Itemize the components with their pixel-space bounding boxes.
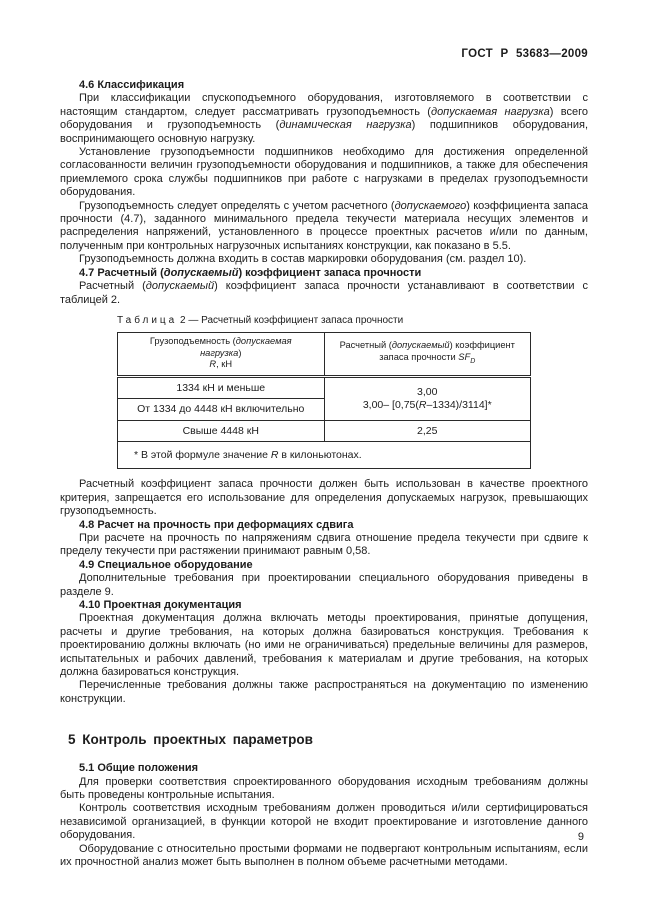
text-run: ) коэффициента запаса прочности (4.7), заданного минимального предела текучести материала несущих элементов и распределения напряжений, установленного в процессе проектных расчетов и/или по данным, полученным при контрольных нагрузочных испытаниях конструкции, как показано в 5.5. bbox=[60, 199, 588, 252]
table-row-1 bbox=[118, 376, 531, 399]
heading-4-9: 4.9 Специальное оборудование bbox=[79, 558, 253, 571]
heading-4-10: 4.10 Проектная документация bbox=[79, 598, 242, 611]
heading-5-1: 5.1 Общие положения bbox=[79, 762, 199, 775]
col-header-load bbox=[118, 333, 325, 377]
text-run: ) bbox=[238, 347, 242, 358]
heading-4-7 bbox=[60, 267, 588, 280]
cell-load-2: От 1334 до 4448 кН включительно bbox=[118, 399, 325, 421]
text-run: запаса прочности bbox=[379, 351, 459, 362]
italic-term: допускаемый bbox=[391, 340, 450, 351]
italic-term: допускаемая нагрузка bbox=[430, 105, 550, 118]
table-row-3 bbox=[118, 420, 531, 442]
heading-4-8: 4.8 Расчет на прочность при деформациях сдвига bbox=[79, 518, 354, 531]
text-run: , кН bbox=[216, 359, 233, 370]
standard-code: ГОСТ Р 53683—2009 bbox=[461, 48, 588, 60]
italic-term: допускаемый bbox=[163, 266, 239, 279]
paragraph-control-3: Оборудование с относительно простыми формами не подвергают контрольным испытаниям, если их прочностной анализ может быть выполнен в полном объеме расчетными методами. bbox=[60, 842, 588, 869]
text-run: Расчетный ( bbox=[339, 340, 392, 351]
text-run: в килоньютонах. bbox=[278, 449, 362, 462]
paragraph-sf-criterion: Расчетный коэффициент запаса прочности должен быть использован в качестве проектного критерия, запрещается его использование для определения допускаемых нагрузок, превышающих грузоподъемность. bbox=[60, 478, 588, 518]
paragraph-design-docs-1: Проектная документация должна включать методы проектирования, принятые допущения, расчеты и другие требования, на которых должна базироваться конструкция. Требования к проектированию должны включать (но ими не ограничиваться) предельные величины для размеров, испытательных и рабочих давлений, требования к материалам и другие требования, на которых должна базироваться конструкция. bbox=[60, 612, 588, 678]
col-header-safety-factor bbox=[324, 333, 531, 377]
cell-load-3: Свыше 4448 кН bbox=[118, 420, 325, 442]
paragraph-classification-4: Грузоподъемность должна входить в состав маркировки оборудования (см. раздел 10). bbox=[79, 253, 527, 266]
text-run: 4.7 Расчетный ( bbox=[79, 266, 164, 279]
text-run: ) коэффициент bbox=[449, 340, 515, 351]
paragraph-classification-3 bbox=[60, 200, 588, 254]
document-content bbox=[60, 79, 588, 869]
paragraph-classification-1 bbox=[60, 92, 588, 146]
text-run: Грузоподъемность следует определять с учетом расчетного ( bbox=[79, 199, 395, 212]
text-run: При классификации спускоподъемного оборудования, изготовляемого в соответствии с настоящим стандартом, следует рассматривать грузоподъемность ( bbox=[60, 92, 588, 118]
heading-5: 5 Контроль проектных параметров bbox=[68, 732, 313, 748]
text-run: 3,00– [0,75( bbox=[362, 398, 419, 411]
paragraph-design-docs-2: Перечисленные требования должны также распространяться на документацию по изменению конструкции. bbox=[60, 679, 588, 705]
text-run: ) коэффициент запаса прочности устанавливают в соответствии с таблицей 2. bbox=[60, 280, 588, 306]
symbol-R: R bbox=[418, 398, 427, 411]
italic-term: допускаемый bbox=[145, 280, 215, 293]
cell-load-1: 1334 кН и меньше bbox=[118, 376, 325, 399]
text-run: ) подшипников оборудования, воспринимающего основную нагрузку. bbox=[60, 119, 589, 145]
sf-value-line1: 3,00 bbox=[417, 386, 438, 399]
symbol-R: R bbox=[270, 449, 279, 462]
symbol-R: R bbox=[209, 359, 217, 370]
text-run: * В этой формуле значение bbox=[134, 449, 271, 462]
table-2-head bbox=[118, 333, 531, 377]
paragraph-special-equipment: Дополнительные требования при проектировании специального оборудования приведены в разделе 9. bbox=[60, 572, 588, 598]
text-run: –1334)/3114]* bbox=[426, 398, 492, 411]
cell-sf-3: 2,25 bbox=[324, 420, 531, 442]
paragraph-control-2: Контроль соответствия исходным требованиям должен проводиться и/или сертифицироваться независимой организацией, в функции которой не входит проектирование и изготовление данного оборудования. bbox=[60, 802, 588, 842]
italic-term: допускаемого bbox=[394, 199, 467, 212]
text-run: ) всего оборудования и грузоподъемность ( bbox=[60, 105, 589, 132]
page-number: 9 bbox=[577, 831, 584, 843]
table-2-caption bbox=[117, 314, 588, 327]
italic-term: динамическая нагрузка bbox=[279, 119, 412, 132]
symbol-SF: SF bbox=[458, 351, 471, 362]
table-caption-text: 2 — Расчетный коэффициент запаса прочности bbox=[180, 314, 404, 326]
paragraph-sf-intro bbox=[60, 280, 588, 307]
heading-4-6: 4.6 Классификация bbox=[79, 79, 185, 91]
cell-sf-1-2 bbox=[324, 376, 531, 420]
table-2-body bbox=[118, 376, 531, 469]
italic-term: допускаемая нагрузка bbox=[200, 336, 292, 358]
table-footnote-row bbox=[118, 442, 531, 469]
table-caption-label: Таблица bbox=[117, 314, 178, 326]
paragraph-classification-2: Установление грузоподъемности подшипников необходимо для достижения определенной согласованности величин грузоподъемности оборудования и подшипников, а также для обеспечения приемлемого срока службы подшипников при работе с нагрузками в пределах грузоподъемности оборудования. bbox=[60, 146, 588, 199]
paragraph-shear: При расчете на прочность по напряжениям сдвига отношение предела текучести при сдвиге к пределу текучести при растяжении принимают равным 0,58. bbox=[60, 531, 588, 558]
table-2 bbox=[117, 332, 531, 469]
table-header-row bbox=[118, 333, 531, 377]
symbol-SF-sub: D bbox=[470, 357, 476, 365]
text-run: Грузоподъемность ( bbox=[149, 336, 236, 347]
paragraph-control-1: Для проверки соответствия спроектированного оборудования исходным требованиям должны быть проведены контрольные испытания. bbox=[60, 775, 588, 802]
table-footnote bbox=[118, 442, 531, 469]
text-run: Расчетный ( bbox=[79, 280, 146, 293]
text-run: ) коэффициент запаса прочности bbox=[238, 266, 422, 279]
